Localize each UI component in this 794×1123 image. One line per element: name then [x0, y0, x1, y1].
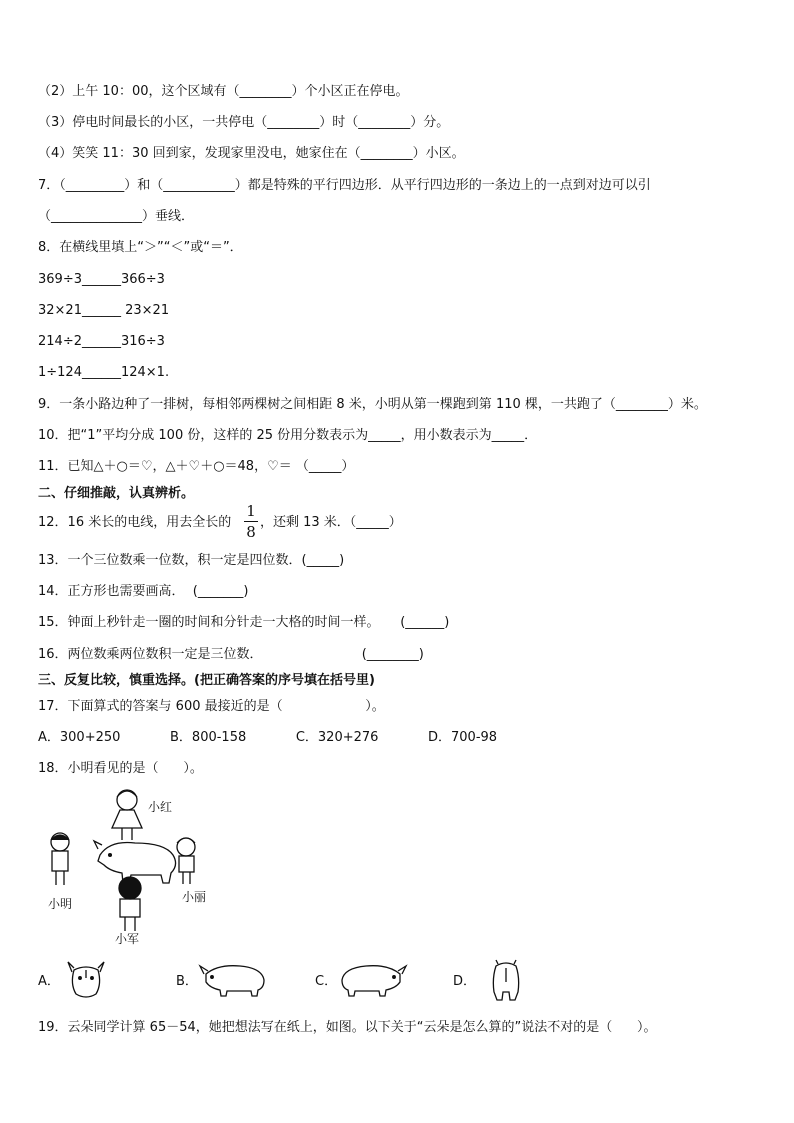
q6-part4: （4）笑笑 11：30 回到家，发现家里没电，她家住在（________）小区。: [38, 146, 465, 161]
label-xiaoming: 小明: [48, 897, 73, 911]
fraction-numerator: 1: [246, 502, 256, 520]
q8-item3: 214÷2______316÷3: [38, 334, 165, 349]
q13: 13．一个三位数乘一位数，积一定是四位数．(_____): [38, 553, 345, 568]
q12-part1: 12．16 米长的电线，用去全长的: [38, 515, 232, 530]
fraction-one-eighth: [244, 502, 258, 541]
q19: 19．云朵同学计算 65－54，她把想法写在纸上，如图。以下关于“云朵是怎么算的”说法不对的是（ ）。: [38, 1020, 657, 1035]
section3-heading: 三、反复比较，慎重选择。(把正确答案的序号填在括号里): [38, 673, 375, 688]
q18-option-c-label: C．: [315, 974, 338, 989]
label-xiaoli: 小丽: [182, 890, 207, 904]
q11: 11．已知△＋○＝♡，△＋♡＋○＝48，♡＝ （_____）: [38, 459, 355, 474]
q18-scene-figure: [40, 785, 220, 945]
q17: 17．下面算式的答案与 600 最接近的是（ ）。: [38, 699, 385, 714]
rhino-front-view-icon: [64, 958, 108, 1002]
boy-xiaoming-figure: [51, 833, 69, 885]
q17-options: A．300+250 B．800-158 C．320+276 D．700-98: [38, 730, 498, 745]
q12-part2: ，还剩 13 米．（_____）: [260, 515, 402, 530]
q6-part3: （3）停电时间最长的小区，一共停电（________）时（________）分。: [38, 115, 450, 130]
q6-part2: （2）上午 10：00，这个区域有（________）个小区正在停电。: [38, 84, 409, 99]
girl-xiaohong-figure: [112, 790, 142, 840]
q18-option-a-label: A．: [38, 974, 60, 989]
q8-item1: 369÷3______366÷3: [38, 272, 165, 287]
q9: 9．一条小路边种了一排树，每相邻两棵树之间相距 8 米，小明从第一棵跑到第 110 棵，一共跑了（________）米。: [38, 397, 707, 412]
fraction-bar: [244, 521, 258, 522]
q10: 10．把“1”平均分成 100 份，这样的 25 份用分数表示为_____，用小数表示为_____．: [38, 428, 538, 443]
q8-item2: 32×21______ 23×21: [38, 303, 170, 318]
q8-title: 8．在横线里填上“＞”“＜”或“＝”．: [38, 240, 243, 255]
q18: 18．小明看见的是（ ）。: [38, 761, 203, 776]
rhino-back-view-icon: [488, 958, 524, 1002]
label-xiaojun: 小军: [115, 932, 140, 946]
q16: 16．两位数乘两位数积一定是三位数． (________): [38, 647, 424, 662]
q15: 15．钟面上秒针走一圈的时间和分针走一大格的时间一样。 (______): [38, 615, 450, 630]
q7-line1: 7．（_________）和（___________）都是特殊的平行四边形．从平行四边形的一条边上的一点到对边可以引: [38, 178, 651, 193]
rhino-side-right-icon: [338, 960, 408, 1000]
boy-xiaojun-figure: [119, 877, 141, 931]
label-xiaohong: 小红: [148, 800, 173, 814]
rhino-figure: [94, 841, 176, 883]
girl-xiaoli-figure: [177, 838, 195, 884]
q14: 14．正方形也需要画高． (_______): [38, 584, 249, 599]
q8-item4: 1÷124______124×1.: [38, 365, 170, 380]
fraction-denominator: 8: [246, 523, 256, 541]
q7-line2: （______________）垂线．: [38, 209, 195, 224]
rhino-side-left-icon: [198, 960, 268, 1000]
q18-option-b-label: B．: [176, 974, 198, 989]
section2-heading: 二、仔细推敲，认真辨析。: [38, 486, 195, 501]
q18-option-d-label: D．: [453, 974, 477, 989]
